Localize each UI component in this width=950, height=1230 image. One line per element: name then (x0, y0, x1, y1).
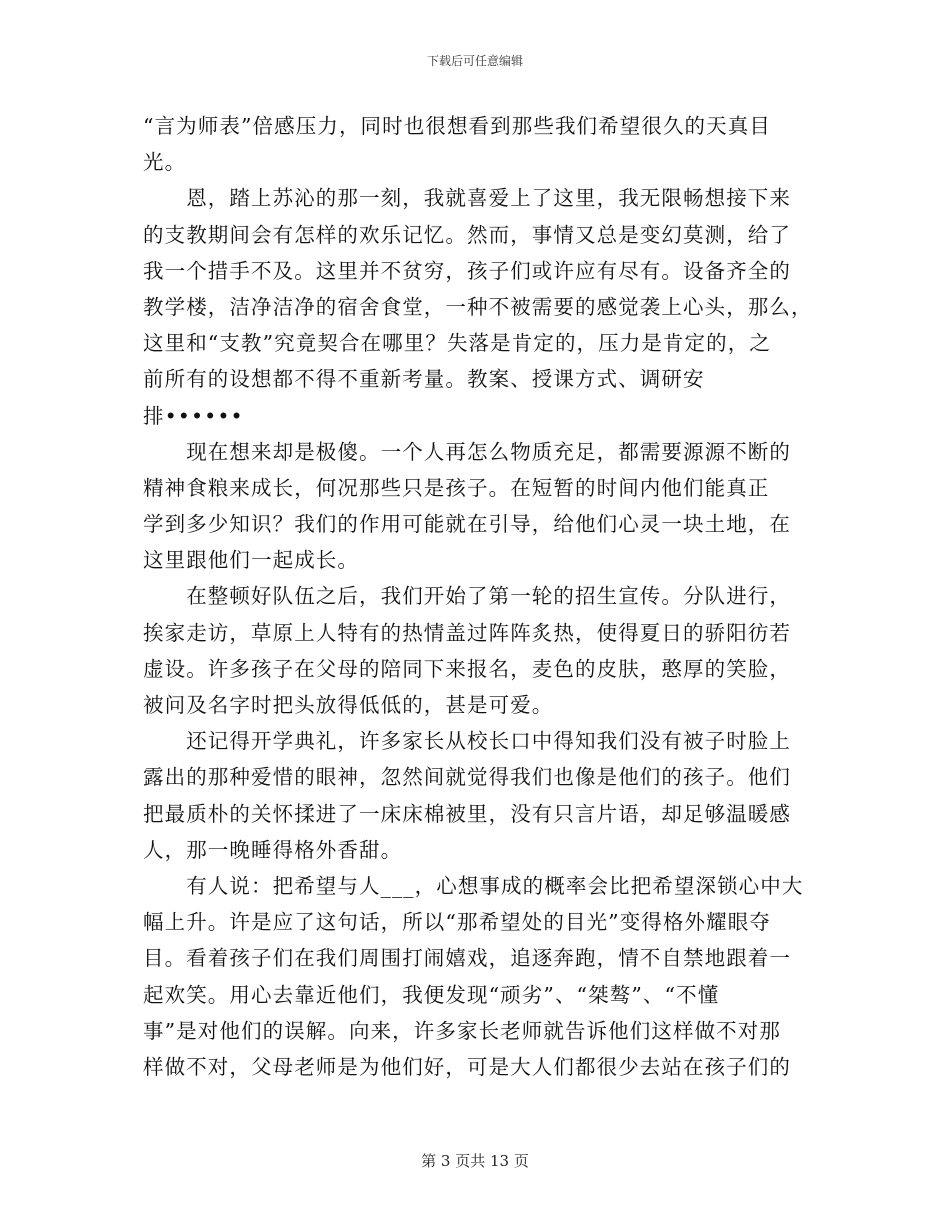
text-line: 在整顿好队伍之后，我们开始了第一轮的招生宣传。分队进行， (143, 584, 791, 609)
text-line: 精神食粮来成长，何况那些只是孩子。在短暂的时间内他们能真正 (143, 475, 770, 500)
text-line: 恩，踏上苏沁的那一刻，我就喜爱上了这里，我无限畅想接下来 (143, 186, 791, 211)
text-line: 有人说：把希望与人___，心想事成的概率会比把希望深锁心中大 (143, 873, 804, 898)
document-body (143, 108, 813, 1085)
text-line: 事”是对他们的误解。向来，许多家长老师就告诉他们这样做不对那 (143, 1018, 781, 1043)
text-line: 虚设。许多孩子在父母的陪同下来报名，麦色的皮肤，憨厚的笑脸， (143, 656, 791, 681)
text-line: 我一个措手不及。这里并不贫穷，孩子们或许应有尽有。设备齐全的 (143, 258, 791, 283)
text-line: 还记得开学典礼，许多家长从校长口中得知我们没有被子时脸上 (143, 729, 791, 754)
text-line: 学到多少知识？我们的作用可能就在引导，给他们心灵一块土地，在 (143, 512, 791, 537)
text-line: 起欢笑。用心去靠近他们，我便发现“顽劣”、“桀骜”、“不懂 (143, 982, 720, 1007)
text-line: 现在想来却是极傻。一个人再怎么物质充足，都需要源源不断的 (143, 439, 791, 464)
text-line: 教学楼，洁净洁净的宿舍食堂，一种不被需要的感觉袭上心头，那么， (143, 294, 813, 319)
text-line: 人，那一晚睡得格外香甜。 (143, 837, 403, 862)
text-line: 前所有的设想都不得不重新考量。教案、授课方式、调研安 (143, 367, 705, 392)
text-line: 这里跟他们一起成长。 (143, 548, 359, 573)
text-line: 光。 (143, 150, 187, 175)
text-line: “言为师表”倍感压力，同时也很想看到那些我们希望很久的天真目 (143, 114, 771, 138)
text-line: 露出的那种爱惜的眼神，忽然间就觉得我们也像是他们的孩子。他们 (143, 765, 791, 790)
text-line: 挨家走访，草原上人特有的热情盖过阵阵炙热，使得夏日的骄阳彷若 (143, 620, 791, 645)
text-line: 样做不对，父母老师是为他们好，可是大人们都很少去站在孩子们的 (143, 1054, 791, 1079)
page-number-footer: 第 3 页共 13 页 (421, 1152, 529, 1170)
text-line: 排•••••• (143, 403, 244, 428)
text-line: 这里和“支教”究竟契合在哪里？失落是肯定的，压力是肯定的，之 (143, 331, 771, 356)
page-header: 下载后可任意编辑 (426, 54, 523, 68)
text-line: 把最质朴的关怀揉进了一床床棉被里，没有只言片语，却足够温暖感 (143, 801, 791, 826)
text-line: 被问及名字时把头放得低低的，甚是可爱。 (143, 693, 554, 717)
text-line: 幅上升。许是应了这句话，所以“那希望处的目光”变得格外耀眼夺 (143, 910, 771, 935)
text-line: 目。看着孩子们在我们周围打闹嬉戏，追逐奔跑，情不自禁地跟着一 (143, 946, 791, 971)
text-line: 的支教期间会有怎样的欢乐记忆。然而，事情又总是变幻莫测，给了 (143, 222, 791, 247)
